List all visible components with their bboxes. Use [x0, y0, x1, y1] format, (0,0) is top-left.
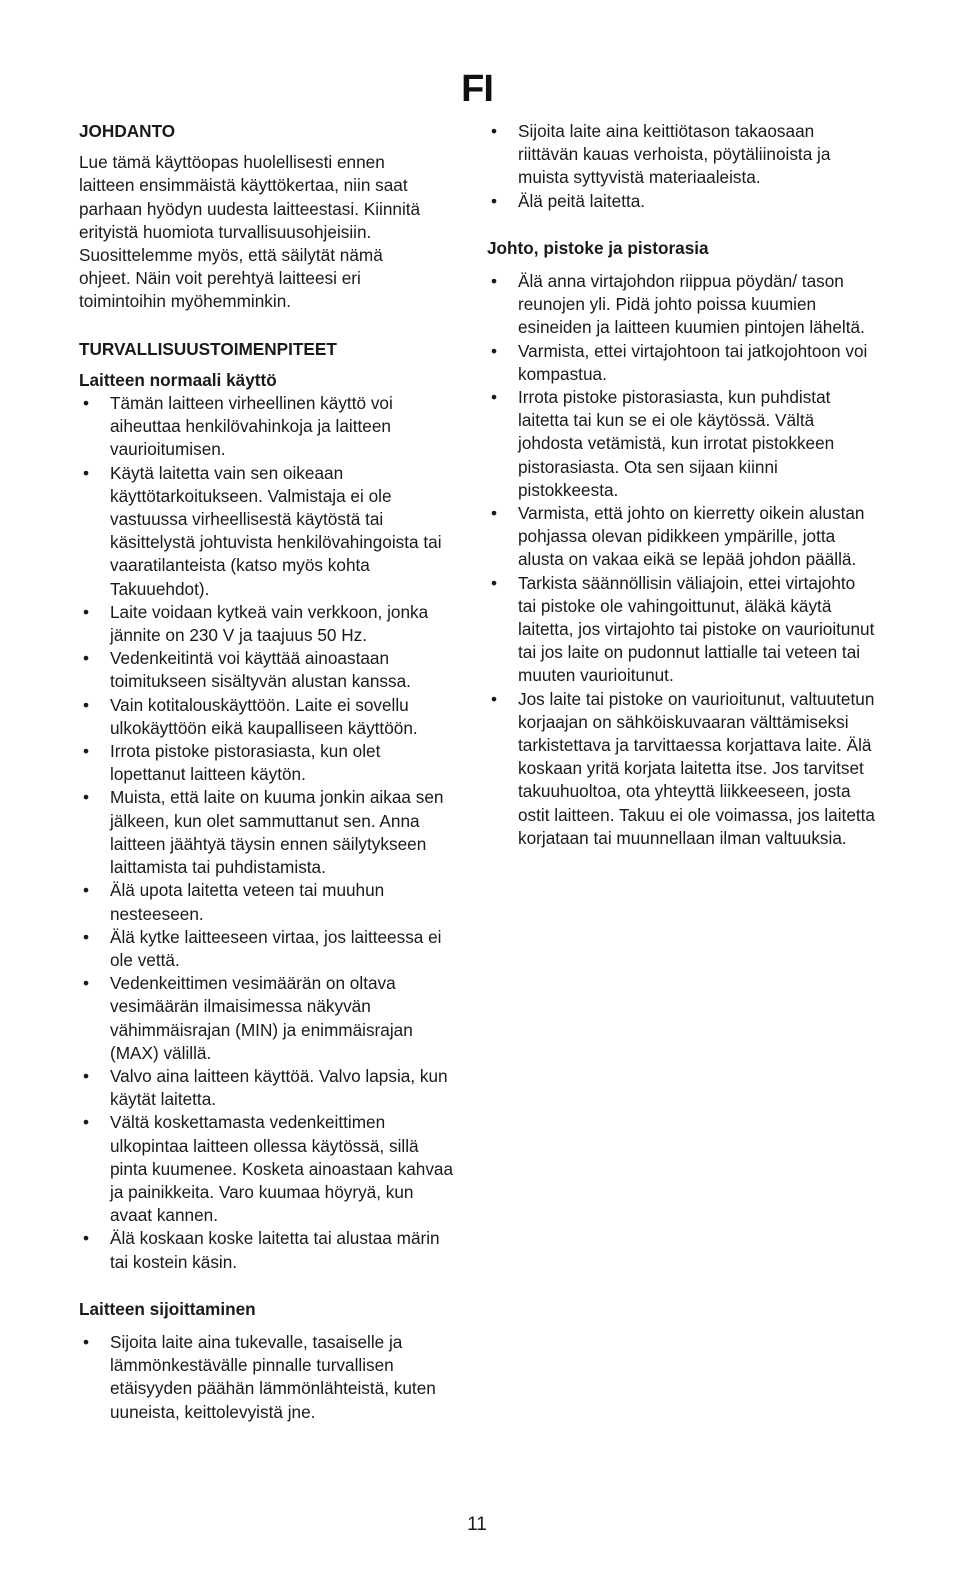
intro-heading: JOHDANTO — [79, 121, 176, 141]
list-item-text: Sijoita laite aina keittiötason takaosaan riittävän kauas verhoista, pöytäliinoista ja muista syttyvistä materiaaleista. — [518, 121, 831, 188]
list-item-text: Vedenkeitintä voi käyttää ainoastaan toimitukseen sisältyvän alustan kanssa. — [110, 648, 411, 692]
list-item-text: Tämän laitteen virheellinen käyttö voi aiheuttaa henkilövahinkoja ja laitteen vaurioitumisen. — [110, 393, 393, 460]
placement-list-right — [487, 120, 877, 213]
list-item — [487, 190, 877, 213]
bullet-icon: • — [82, 926, 90, 947]
list-item-text: Irrota pistoke pistorasiasta, kun olet lopettanut laitteen käytön. — [110, 741, 381, 785]
left-column — [79, 120, 459, 1424]
list-item — [79, 694, 459, 740]
list-item — [79, 926, 459, 972]
list-item — [487, 386, 877, 502]
bullet-icon: • — [82, 1112, 90, 1133]
list-item — [487, 502, 877, 572]
bullet-icon: • — [490, 190, 498, 211]
list-item-text: Irrota pistoke pistorasiasta, kun puhdistat laitetta tai kun se ei ole käytössä. Vältä johdosta vetämistä, kun irrotat pistokkeen pistorasiasta. Ota sen sijaan kiinni pistokkeesta. — [518, 387, 835, 500]
language-code-heading: FI — [461, 68, 493, 110]
intro-body: Lue tämä käyttöopas huolellisesti ennen laitteen ensimmäistä käyttökertaa, niin saat parhaan hyödyn uudesta laitteestasi. Kiinnitä erityistä huomiota turvallisuusohjeisiin. Suosittelemme myös, että säilytät nämä ohjeet. Näin voit perehtyä laitteesi eri toimintoihin myöhemminkin. — [79, 152, 421, 312]
bullet-icon: • — [490, 121, 498, 141]
cord-list — [487, 270, 877, 850]
page-number: 11 — [467, 1514, 487, 1535]
right-column — [487, 120, 877, 850]
list-item-text: Vältä koskettamasta vedenkeittimen ulkopintaa laitteen ollessa käytössä, sillä pinta kuumenee. Kosketa ainoastaan kahvaa ja painikkeita. Varo kuumaa höyryä, kun avaat kannen. — [110, 1112, 454, 1226]
bullet-icon: • — [82, 601, 90, 622]
list-item-text: Vain kotitalouskäyttöön. Laite ei sovellu ulkokäyttöön eikä kaupalliseen käyttöön. — [110, 694, 418, 738]
list-item — [79, 601, 459, 647]
list-item-text: Älä anna virtajohdon riippua pöydän/ tason reunojen yli. Pidä johto poissa kuumien esineiden ja laitteen kuumien pintojen läheltä. — [518, 271, 865, 338]
bullet-icon: • — [490, 503, 498, 524]
bullet-icon: • — [82, 1228, 90, 1249]
bullet-icon: • — [82, 787, 90, 808]
list-item — [487, 340, 877, 386]
cord-heading: Johto, pistoke ja pistorasia — [487, 237, 709, 258]
list-item — [79, 462, 459, 601]
bullet-icon: • — [490, 340, 498, 361]
bullet-icon: • — [490, 387, 498, 408]
list-item-text: Laite voidaan kytkeä vain verkkoon, jonka jännite on 230 V ja taajuus 50 Hz. — [110, 601, 429, 646]
normal-use-heading: Laitteen normaali käyttö — [79, 369, 277, 390]
bullet-icon: • — [490, 271, 498, 292]
list-item — [79, 392, 459, 462]
bullet-icon: • — [82, 694, 90, 715]
placement-heading: Laitteen sijoittaminen — [79, 1298, 256, 1319]
normal-use-list — [79, 392, 459, 1274]
list-item — [79, 879, 459, 925]
list-item-text: Sijoita laite aina tukevalle, tasaiselle ja lämmönkestävälle pinnalle turvallisen etäisyyden päähän lämmönlähteistä, kuten uuneista, keittolevyistä jne. — [110, 1331, 436, 1422]
list-item — [79, 647, 459, 693]
bullet-icon: • — [490, 688, 498, 709]
bullet-icon: • — [82, 1331, 90, 1352]
list-item — [79, 1227, 459, 1273]
bullet-icon: • — [82, 880, 90, 901]
list-item-text: Älä kytke laitteeseen virtaa, jos laitteessa ei ole vettä. — [110, 926, 442, 970]
list-item — [79, 1065, 459, 1111]
bullet-icon: • — [82, 973, 90, 994]
list-item — [487, 688, 877, 850]
list-item — [79, 740, 459, 786]
bullet-icon: • — [82, 648, 90, 669]
list-item-text: Muista, että laite on kuuma jonkin aikaa sen jälkeen, kun olet sammuttanut sen. Anna laitteen jäähtyä täysin ennen säilytykseen laittamista tai puhdistamista. — [110, 787, 444, 878]
list-item-text: Älä peitä laitetta. — [518, 190, 646, 211]
list-item — [79, 1111, 459, 1227]
list-item-text: Käytä laitetta vain sen oikeaan käyttötarkoitukseen. Valmistaja ei ole vastuussa virheellisestä käytöstä tai käsittelystä johtuvista henkilövahingoista tai vaaratilanteista (katso myös kohta Takuuehdot). — [110, 462, 442, 599]
list-item — [79, 1331, 459, 1424]
list-item-text: Valvo aina laitteen käyttöä. Valvo lapsia, kun käytät laitetta. — [110, 1065, 448, 1110]
list-item-text: Älä koskaan koske laitetta tai alustaa märin tai kostein käsin. — [110, 1228, 440, 1272]
list-item-text: Älä upota laitetta veteen tai muuhun nesteeseen. — [110, 880, 385, 924]
list-item-text: Tarkista säännöllisin väliajoin, ettei virtajohto tai pistoke ole vahingoittunut, äläkä käytä laitetta, jos virtajohto tai pistoke on vaurioitunut tai jos laite on pudonnut lattialle tai veteen tai muuten vaurioitunut. — [518, 572, 875, 686]
bullet-icon: • — [490, 572, 498, 593]
bullet-icon: • — [82, 393, 90, 414]
safety-heading: TURVALLISUUSTOIMENPITEET — [79, 338, 337, 359]
list-item — [487, 270, 877, 340]
bullet-icon: • — [82, 1065, 90, 1086]
placement-list-left — [79, 1331, 459, 1424]
bullet-icon: • — [82, 462, 90, 483]
list-item — [79, 786, 459, 879]
list-item — [487, 572, 877, 688]
list-item-text: Jos laite tai pistoke on vaurioitunut, valtuutetun korjaajan on sähköiskuvaaran välttämiseksi tarkistettava ja tarvittaessa korjattava laite. Älä koskaan yritä korjata laitetta itse. Jos tarvitset takuuhuoltoa, ota yhteyttä liikkeeseen, josta ostit laitteen. Takuu ei ole voimassa, jos laitetta korjataan tai muunnellaan ilman valtuuksia. — [518, 688, 875, 848]
list-item-text: Varmista, että johto on kierretty oikein alustan pohjassa olevan pidikkeen ympärille, jotta alusta on vakaa eikä se lepää johdon päällä. — [518, 503, 865, 570]
bullet-icon: • — [82, 741, 90, 762]
list-item-text: Vedenkeittimen vesimäärän on oltava vesimäärän ilmaisimessa näkyvän vähimmäisrajan (MIN) ja enimmäisrajan (MAX) välillä. — [110, 973, 413, 1063]
list-item-text: Varmista, ettei virtajohtoon tai jatkojohtoon voi kompastua. — [518, 340, 868, 384]
list-item — [79, 972, 459, 1065]
list-item — [487, 120, 877, 190]
